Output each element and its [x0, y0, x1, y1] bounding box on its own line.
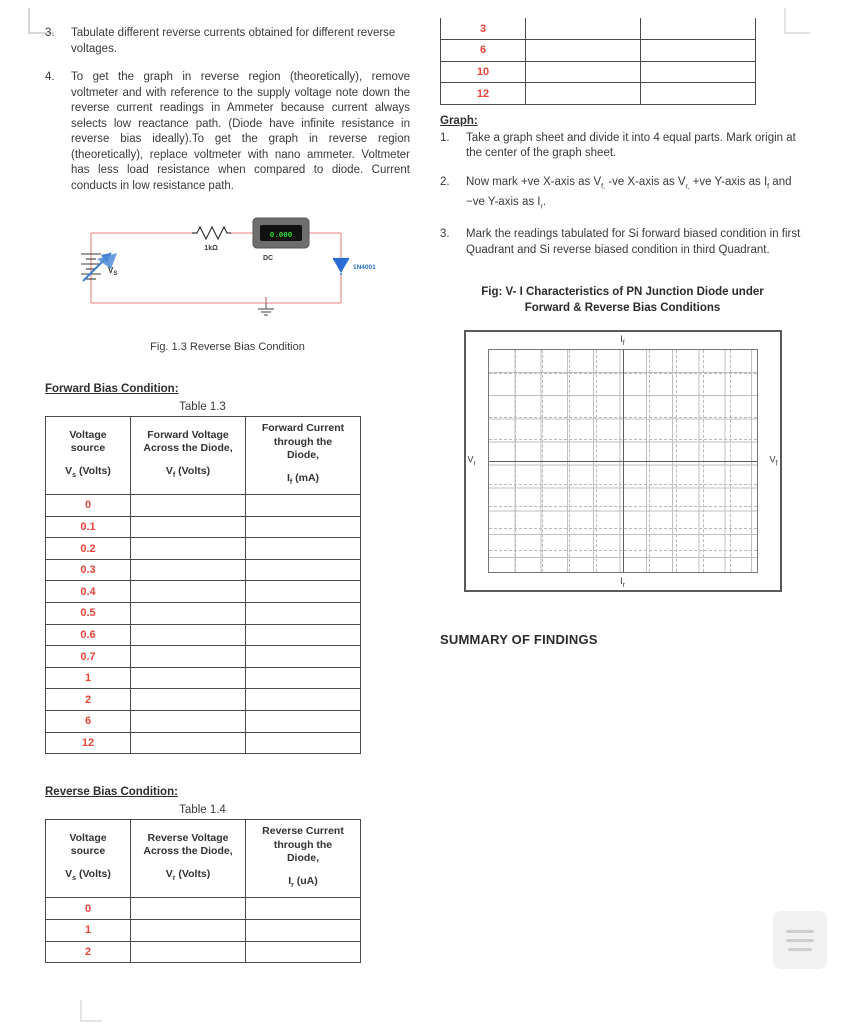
forward-bias-heading: Forward Bias Condition:	[45, 383, 179, 395]
summary-of-findings-heading: SUMMARY OF FINDINGS	[440, 632, 598, 648]
cell-empty[interactable]	[246, 559, 361, 581]
table-row	[46, 559, 361, 581]
cell-empty[interactable]	[246, 538, 361, 560]
col-header-forward-current: Forward Current through the Diode, $I_f$ (mA)	[246, 417, 361, 495]
menu-line-icon	[786, 939, 814, 942]
continued-table-body	[441, 18, 756, 104]
list-item	[440, 131, 805, 162]
cell-voltage-source: 3	[441, 18, 526, 40]
crop-mark-bottom-left	[80, 1000, 102, 1022]
cell-empty[interactable]	[246, 898, 361, 920]
col-header-forward-voltage: Forward Voltage Across the Diode, $V_f$ (Volts)	[131, 417, 246, 495]
cell-empty[interactable]	[131, 898, 246, 920]
circuit-diagram	[45, 207, 410, 327]
cell-voltage-source: 10	[441, 61, 526, 83]
cell-empty[interactable]	[131, 689, 246, 711]
cell-empty[interactable]	[131, 495, 246, 517]
forward-table-caption: Table 1.3	[179, 401, 226, 413]
table-row	[46, 689, 361, 711]
list-item	[45, 70, 410, 194]
cell-voltage-source: 0.7	[46, 646, 131, 668]
axis-label-ir: $I_r$	[620, 575, 625, 589]
axis-label-vr: $V_r$	[467, 455, 476, 468]
reverse-bias-circuit-svg	[45, 207, 410, 327]
cell-empty[interactable]	[246, 732, 361, 754]
reverse-bias-table	[45, 819, 361, 963]
cell-voltage-source: 6	[46, 711, 131, 733]
table-row	[46, 624, 361, 646]
table-row	[46, 711, 361, 733]
table-row	[46, 732, 361, 754]
table-row	[46, 898, 361, 920]
cell-empty[interactable]	[246, 603, 361, 625]
cell-voltage-source: 0.4	[46, 581, 131, 603]
step-text: To get the graph in reverse region (theoretically), remove voltmeter and with reference to the supply voltage note down the reverse current readings in Ammeter because current always selects low reactance path. (Diode have infinite resistance in reverse bias ideally).To get the graph in reverse region (theoretically), replace voltmeter with nano ammeter. Voltmeter has less load resistance when compared to diode. Current conducts in low resistance path.	[71, 71, 410, 192]
cell-empty[interactable]	[131, 516, 246, 538]
cell-empty[interactable]	[526, 18, 641, 40]
source-label: $V_S$	[108, 266, 118, 277]
step-number: 3.	[440, 228, 450, 241]
axis-label-vf: $V_f$	[769, 455, 778, 468]
cell-voltage-source: 1	[46, 919, 131, 941]
cell-empty[interactable]	[246, 581, 361, 603]
col-header-voltage-source: Voltage source $V_s$ (Volts)	[46, 417, 131, 495]
cell-empty[interactable]	[246, 495, 361, 517]
cell-voltage-source: 0.1	[46, 516, 131, 538]
cell-empty[interactable]	[246, 711, 361, 733]
cell-voltage-source: 0.2	[46, 538, 131, 560]
cell-voltage-source: 6	[441, 40, 526, 62]
cell-empty[interactable]	[526, 61, 641, 83]
col-header-unit: $V_r$ (Volts)	[165, 867, 211, 883]
step-number: 4.	[45, 71, 55, 83]
graph-horizontal-axis	[489, 461, 757, 462]
col-header-unit: $V_f$ (Volts)	[165, 464, 211, 479]
col-header-unit: $I_r$ (uA)	[288, 874, 318, 889]
step-number: 2.	[440, 175, 450, 188]
cell-empty[interactable]	[131, 624, 246, 646]
graph-steps-list	[440, 131, 805, 259]
cell-empty[interactable]	[246, 646, 361, 668]
cell-empty[interactable]	[526, 83, 641, 105]
cell-empty[interactable]	[131, 603, 246, 625]
step-text: Take a graph sheet and divide it into 4 equal parts. Mark origin at the center of the graph sheet.	[466, 131, 796, 160]
step-text: Now mark +ve X-axis as $V_{f,}$ -ve X-axis as $V_{r,} +ve$ Y-axis as $I_f$ and −ve Y-axis as $I_r$.	[466, 175, 792, 210]
cell-voltage-source: 12	[441, 83, 526, 105]
menu-line-icon	[788, 948, 812, 951]
table-row	[46, 581, 361, 603]
cell-empty[interactable]	[131, 941, 246, 963]
table-row	[46, 603, 361, 625]
meter-label: DC	[263, 255, 274, 262]
cell-empty[interactable]	[131, 919, 246, 941]
cell-empty[interactable]	[131, 646, 246, 668]
cell-voltage-source: 12	[46, 732, 131, 754]
step-text: Mark the readings tabulated for Si forward biased condition in first Quadrant and Si reverse biased condition in third Quadrant.	[466, 228, 801, 256]
cell-empty[interactable]	[131, 711, 246, 733]
cell-empty[interactable]	[131, 559, 246, 581]
vi-characteristics-graph	[464, 330, 782, 592]
table-row	[46, 667, 361, 689]
cell-empty[interactable]	[641, 61, 756, 83]
col-header-unit: $V_s$ (Volts)	[65, 867, 111, 883]
list-item	[440, 227, 805, 258]
cell-empty[interactable]	[641, 40, 756, 62]
cell-empty[interactable]	[246, 667, 361, 689]
cell-empty[interactable]	[246, 516, 361, 538]
cell-empty[interactable]	[641, 83, 756, 105]
ground-symbol	[258, 297, 274, 315]
continued-table	[440, 18, 756, 105]
table-row	[46, 516, 361, 538]
cell-voltage-source: 2	[46, 941, 131, 963]
cell-empty[interactable]	[246, 919, 361, 941]
col-header-reverse-current: Reverse Current through the Diode, $I_r$ (uA)	[246, 820, 361, 898]
reverse-table-body	[46, 898, 361, 963]
step-number: 1.	[440, 131, 450, 144]
document-menu-button[interactable]	[773, 911, 827, 969]
table-row	[441, 18, 756, 40]
cell-voltage-source: 0	[46, 495, 131, 517]
reverse-bias-heading: Reverse Bias Condition:	[45, 786, 178, 799]
cell-empty[interactable]	[246, 624, 361, 646]
table-row	[46, 646, 361, 668]
cell-voltage-source: 1	[46, 667, 131, 689]
table-row	[46, 495, 361, 517]
step-text: Tabulate different reverse currents obtained for different reverse voltages.	[71, 27, 396, 55]
table-row	[441, 61, 756, 83]
col-header-voltage-source: Voltage source $V_s$ (Volts)	[46, 820, 131, 898]
right-column	[440, 18, 805, 647]
menu-line-icon	[786, 930, 814, 933]
graph-grid-area	[488, 349, 758, 573]
cell-empty[interactable]	[246, 689, 361, 711]
col-header-unit: $V_s$ (Volts)	[65, 464, 111, 479]
cell-voltage-source: 0.6	[46, 624, 131, 646]
cell-empty[interactable]	[131, 538, 246, 560]
table-row	[46, 538, 361, 560]
forward-bias-table	[45, 416, 361, 754]
col-header-reverse-voltage: Reverse Voltage Across the Diode, $V_r$ (Volts)	[131, 820, 246, 898]
table-header-row	[46, 417, 361, 495]
graph-figure-title: Fig: V- I Characteristics of PN Junction Diode under Forward & Reverse Bias Conditions	[481, 286, 764, 315]
procedure-steps-list	[45, 26, 410, 194]
table-row	[441, 83, 756, 105]
table-row	[441, 40, 756, 62]
step-number: 3.	[45, 27, 55, 39]
col-header-unit: $I_f$ (mA)	[286, 471, 320, 486]
cell-empty[interactable]	[131, 732, 246, 754]
forward-table-body	[46, 495, 361, 754]
meter-value: 0.000	[269, 232, 293, 240]
graph-section-heading: Graph:	[440, 114, 478, 127]
table-header-row	[46, 820, 361, 898]
list-item	[440, 175, 805, 215]
resistor-label: 1kΩ	[204, 245, 218, 252]
cell-empty[interactable]	[246, 941, 361, 963]
reverse-table-caption: Table 1.4	[179, 804, 226, 817]
table-row	[46, 941, 361, 963]
list-item	[45, 26, 410, 57]
cell-voltage-source: 0	[46, 898, 131, 920]
left-column	[45, 26, 410, 963]
cell-empty[interactable]	[131, 581, 246, 603]
cell-voltage-source: 2	[46, 689, 131, 711]
diode-label: 1N4001	[353, 264, 376, 271]
cell-empty[interactable]	[131, 667, 246, 689]
cell-empty[interactable]	[526, 40, 641, 62]
cell-voltage-source: 0.3	[46, 559, 131, 581]
table-row	[46, 919, 361, 941]
figure-caption: Fig. 1.3 Reverse Bias Condition	[150, 341, 305, 353]
diode-symbol	[333, 259, 349, 275]
axis-label-if: $I_f$	[620, 334, 625, 348]
cell-voltage-source: 0.5	[46, 603, 131, 625]
cell-empty[interactable]	[641, 18, 756, 40]
